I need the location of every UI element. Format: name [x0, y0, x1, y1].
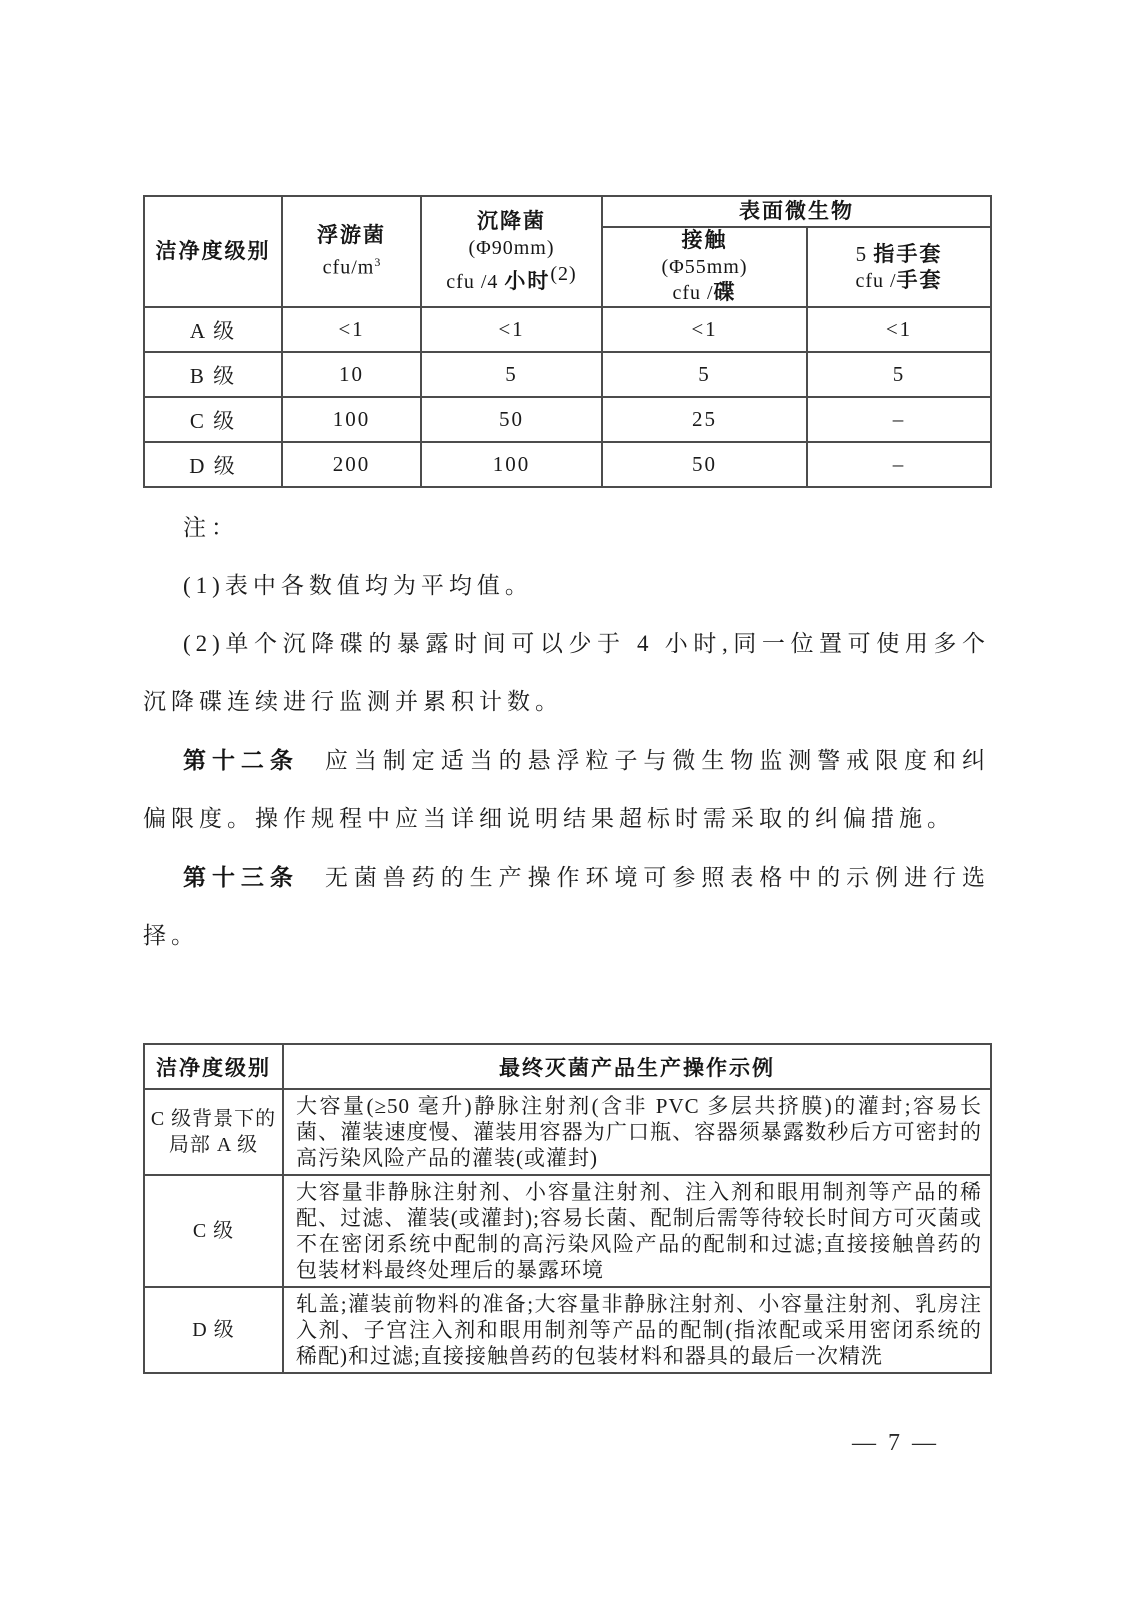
article-13: [143, 848, 990, 965]
article-12-label: 第十二条: [183, 747, 299, 773]
t2-r3-examples: 轧盖;灌装前物料的准备;大容量非静脉注射剂、小容量注射剂、乳房注入剂、子宫注入剂和眼用制剂等产品的配制(指浓配或采用密闭系统的稀配)和过滤;直接接触兽药的包装材料和器具的最后一次精洗: [283, 1287, 991, 1373]
t2-r1-examples: 大容量(≥50 毫升)静脉注射剂(含非 PVC 多层共挤膜)的灌封;容易长菌、灌装速度慢、灌装用容器为广口瓶、容器须暴露数秒后方可密封的高污染风险产品的灌装(或灌封): [283, 1089, 991, 1175]
table-row-grade-a: [144, 307, 991, 352]
article-12-text: 应当制定适当的悬浮粒子与微生物监测警戒限度和纠偏限度。操作规程中应当详细说明结果超标时需采取的纠偏措施。: [143, 748, 991, 831]
t1-b-settle: 5: [421, 352, 602, 397]
t1-b-grade: B 级: [144, 352, 282, 397]
t1-d-glove: –: [807, 442, 991, 487]
t1-settle-size: (Φ90mm): [468, 236, 555, 259]
t1-settle-unit-cjk: 小时: [504, 269, 551, 293]
t1-contact-unit-latin: cfu /: [672, 282, 714, 304]
t1-d-airborne: 200: [282, 442, 421, 487]
t1-c-airborne: 100: [282, 397, 421, 442]
note-1: (1)表中各数值均为平均值。: [183, 573, 533, 598]
t1-settle-unit-latin: cfu /4: [446, 270, 505, 293]
t1-header-class-label: 洁净度级别: [155, 239, 271, 263]
t2-header-class-label: 洁净度级别: [156, 1056, 271, 1080]
t1-airborne-unit-base: cfu/m: [322, 256, 375, 279]
t1-glove-title: [808, 241, 990, 268]
page-number: — 7 —: [852, 1430, 939, 1456]
notes-label: 注：: [183, 515, 239, 540]
body-text: [143, 499, 990, 965]
t1-a-glove: <1: [807, 307, 991, 352]
t1-glove-num: 5: [855, 241, 874, 266]
t1-settle-title: 沉降菌: [477, 209, 546, 233]
t1-a-grade: A 级: [144, 307, 282, 352]
t1-d-settle: 100: [421, 442, 602, 487]
t1-c-contact: 25: [602, 397, 807, 442]
table-row-grade-d-examples: [144, 1287, 991, 1373]
t1-a-airborne: <1: [282, 307, 421, 352]
t2-r1-grade: C 级背景下的局部 A 级: [144, 1089, 283, 1175]
t1-header-contact: [602, 227, 807, 307]
t1-header-class: [144, 196, 282, 307]
t1-settle-unit-sup: (2): [550, 262, 577, 285]
table-row-grade-c: [144, 397, 991, 442]
article-13-text: 无菌兽药的生产操作环境可参照表格中的示例进行选择。: [143, 865, 991, 948]
t1-c-settle: 50: [421, 397, 602, 442]
t1-header-airborne: [282, 196, 421, 307]
table-row-grade-c-examples: [144, 1175, 991, 1287]
t1-d-contact: 50: [602, 442, 807, 487]
t1-contact-title: 接触: [681, 229, 728, 252]
t1-b-airborne: 10: [282, 352, 421, 397]
t1-c-grade: C 级: [144, 397, 282, 442]
operation-examples-table: [143, 1043, 992, 1374]
article-12: [143, 731, 990, 848]
t1-glove-unit-cjk: 手套: [896, 268, 943, 292]
t1-b-glove: 5: [807, 352, 991, 397]
t1-header-settle: [421, 196, 602, 307]
t2-r2-grade: C 级: [144, 1175, 283, 1287]
t1-airborne-title: 浮游菌: [317, 223, 386, 247]
t1-b-contact: 5: [602, 352, 807, 397]
t1-a-settle: <1: [421, 307, 602, 352]
t1-airborne-unit-sup: 3: [374, 254, 381, 269]
article-13-label: 第十三条: [183, 864, 299, 890]
t1-glove-unit-latin: cfu /: [855, 269, 897, 292]
t1-settle-unit: [422, 261, 601, 295]
t1-a-contact: <1: [602, 307, 807, 352]
t1-contact-size: (Φ55mm): [661, 256, 748, 278]
t1-header-surface-group: [602, 196, 991, 227]
t2-r3-grade: D 级: [144, 1287, 283, 1373]
t2-header-examples: [283, 1044, 991, 1089]
table-row-grade-d: [144, 442, 991, 487]
t1-airborne-unit: [283, 249, 420, 281]
note-2: (2)单个沉降碟的暴露时间可以少于 4 小时,同一位置可使用多个沉降碟连续进行监测并累积计数。: [143, 631, 990, 714]
table-row-local-a-in-c: [144, 1089, 991, 1175]
t1-contact-unit: [603, 280, 806, 306]
t1-c-glove: –: [807, 397, 991, 442]
t1-glove-unit: [808, 268, 990, 294]
t1-glove-cjk: 指手套: [873, 242, 943, 266]
t2-header-class: [144, 1044, 283, 1089]
t2-r2-examples: 大容量非静脉注射剂、小容量注射剂、注入剂和眼用制剂等产品的稀配、过滤、灌装(或灌封);容易长菌、配制后需等待较长时间方可灭菌或不在密闭系统中配制的高污染风险产品的配制和过滤;直接接触兽药的包装材料最终处理后的暴露环境: [283, 1175, 991, 1287]
t1-d-grade: D 级: [144, 442, 282, 487]
t1-contact-unit-cjk: 碟: [713, 281, 737, 304]
t1-surface-group-label: 表面微生物: [739, 199, 854, 223]
microbial-limits-table: [143, 195, 992, 488]
t2-header-examples-label: 最终灭菌产品生产操作示例: [499, 1056, 775, 1080]
t1-header-glove: [807, 227, 991, 307]
table-row-grade-b: [144, 352, 991, 397]
